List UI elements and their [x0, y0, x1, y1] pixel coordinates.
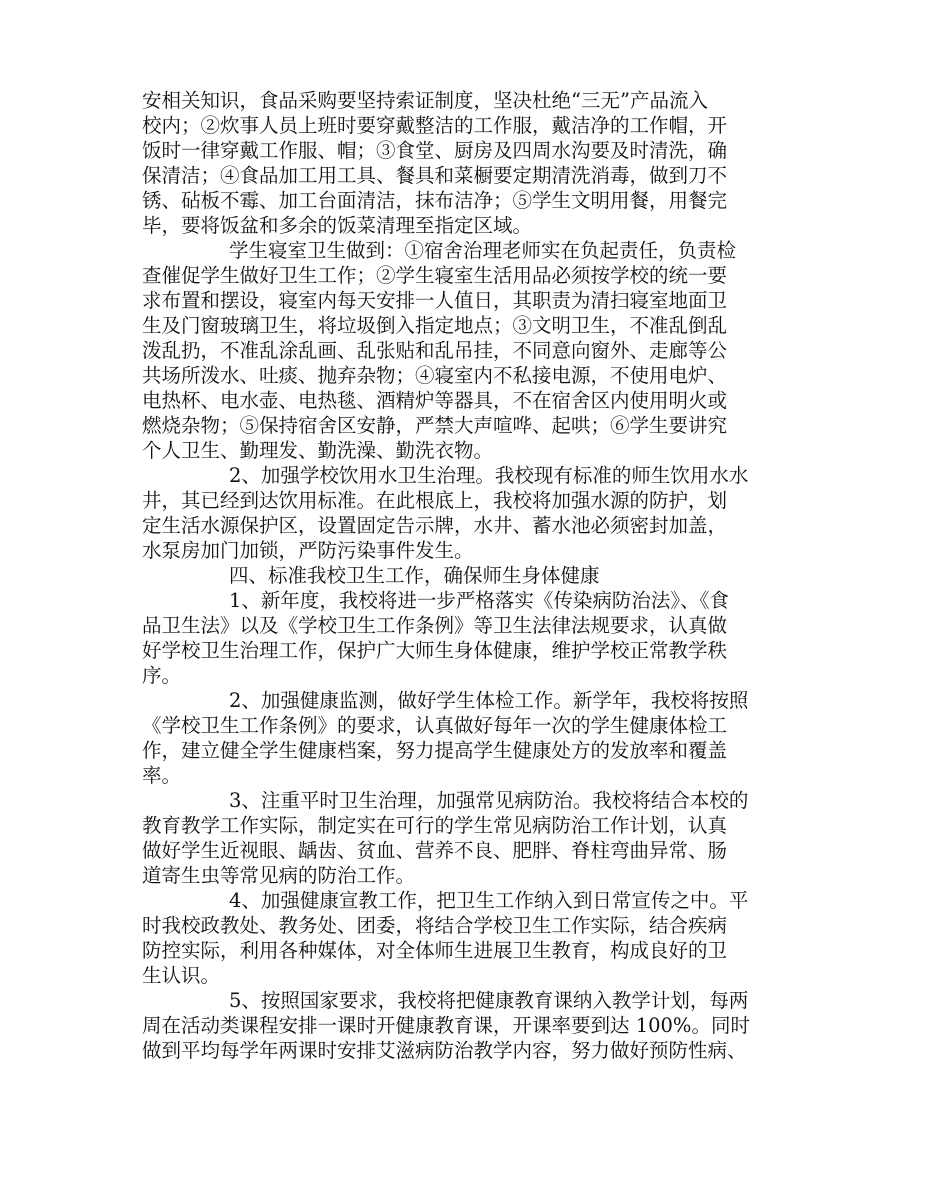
text-line: 品卫生法》以及《学校卫生工作条例》等卫生法律法规要求，认真做 — [142, 614, 728, 637]
text-line: 生及门窗玻璃卫生，将垃圾倒入指定地点；③文明卫生，不准乱倒乱 — [142, 314, 728, 337]
text-line: 安相关知识，食品采购要坚持索证制度，坚决杜绝“三无”产品流入 — [142, 89, 708, 112]
text-line: 时我校政教处、教务处、团委，将结合学校卫生工作实际，结合疾病 — [142, 914, 728, 937]
text-line: 教育教学工作实际，制定实在可行的学生常见病防治工作计划，认真 — [142, 814, 728, 837]
text-line: 井，其已经到达饮用标准。在此根底上，我校将加强水源的防护，划 — [142, 489, 728, 512]
paragraph-start-line: 1、新年度，我校将进一步严格落实《传染病防治法》、《食 — [229, 589, 729, 612]
text-line: 道寄生虫等常见病的防治工作。 — [142, 864, 416, 887]
text-line: 饭时一律穿戴工作服、帽；③食堂、厨房及四周水沟要及时清洗，确 — [142, 139, 728, 162]
text-line: 锈、砧板不霉、加工台面清洁，抹布洁净；⑤学生文明用餐，用餐完 — [142, 189, 728, 212]
text-line: 做到平均每学年两课时安排艾滋病防治教学内容，努力做好预防性病、 — [142, 1039, 747, 1062]
text-line: 率。 — [142, 764, 182, 787]
text-line: 好学校卫生治理工作，保护广大师生身体健康，维护学校正常教学秩 — [142, 639, 728, 662]
text-line: 个人卫生、勤理发、勤洗澡、勤洗衣物。 — [142, 439, 494, 462]
text-line: 定生活水源保护区，设置固定告示牌，水井、蓄水池必须密封加盖， — [142, 514, 728, 537]
text-line: 求布置和摆设，寝室内每天安排一人值日，其职责为清扫寝室地面卫 — [142, 289, 728, 312]
text-line: 周在活动类课程安排一课时开健康教育课，开课率要到达 100%。同时 — [142, 1014, 750, 1037]
text-line: 做好学生近视眼、龋齿、贫血、营养不良、肥胖、脊柱弯曲异常、肠 — [142, 839, 728, 862]
paragraph-start-line: 学生寝室卫生做到：①宿舍治理老师实在负起责任，负责检 — [229, 239, 737, 262]
text-line: 电热杯、电水壶、电热毯、酒精炉等器具，不在宿舍区内使用明火或 — [142, 389, 728, 412]
paragraph-start-line: 3、注重平时卫生治理，加强常见病防治。我校将结合本校的 — [229, 789, 749, 812]
document-body — [142, 88, 822, 1063]
paragraph-start-line: 4、加强健康宣教工作，把卫生工作纳入到日常宣传之中。平 — [229, 889, 749, 912]
text-line: 水泵房加门加锁，严防污染事件发生。 — [142, 539, 474, 562]
text-line: 生认识。 — [142, 964, 221, 987]
paragraph-start-line: 5、按照国家要求，我校将把健康教育课纳入教学计划，每两 — [229, 989, 749, 1012]
paragraph-start-line: 2、加强健康监测，做好学生体检工作。新学年，我校将按照 — [229, 689, 749, 712]
text-line: 作，建立健全学生健康档案，努力提高学生健康处方的发放率和覆盖 — [142, 739, 728, 762]
paragraph-start-line: 2、加强学校饮用水卫生治理。我校现有标准的师生饮用水水 — [229, 464, 749, 487]
section-heading: 四、标准我校卫生工作，确保师生身体健康 — [229, 564, 600, 587]
text-line: 保清洁；④食品加工用工具、餐具和菜橱要定期清洗消毒，做到刀不 — [142, 164, 728, 187]
text-line: 防控实际，利用各种媒体，对全体师生进展卫生教育，构成良好的卫 — [142, 939, 728, 962]
text-line: 校内；②炊事人员上班时要穿戴整洁的工作服，戴洁净的工作帽，开 — [142, 114, 728, 137]
text-line: 毕，要将饭盆和多余的饭菜清理至指定区域。 — [142, 214, 533, 237]
text-line: 泼乱扔，不准乱涂乱画、乱张贴和乱吊挂，不同意向窗外、走廊等公 — [142, 339, 728, 362]
text-line: 查催促学生做好卫生工作；②学生寝室生活用品必须按学校的统一要 — [142, 264, 728, 287]
text-line: 燃烧杂物；⑤保持宿舍区安静，严禁大声喧哗、起哄；⑥学生要讲究 — [142, 414, 728, 437]
text-line: 序。 — [142, 664, 182, 687]
text-line: 《学校卫生工作条例》的要求，认真做好每年一次的学生健康体检工 — [142, 714, 728, 737]
text-line: 共场所泼水、吐痰、抛弃杂物；④寝室内不私接电源，不使用电炉、 — [142, 364, 728, 387]
